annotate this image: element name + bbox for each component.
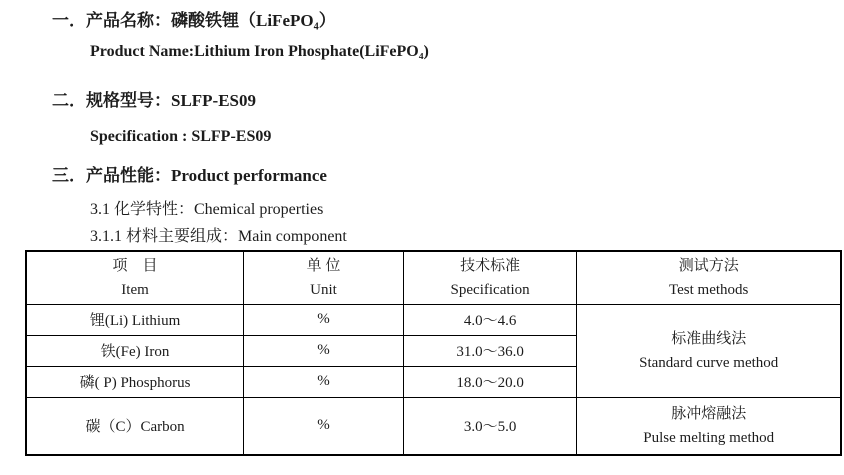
cell-spec-iron: 31.0～36.0 — [403, 335, 577, 366]
header-item-zh: 项 目 — [112, 257, 158, 274]
cell-unit-lithium: % — [244, 304, 404, 335]
header-test-methods-zh: 测试方法 — [678, 257, 739, 274]
subheading-main-component: 3.1.1 材料主要组成：Main component — [90, 228, 347, 245]
method-pulse-melting-en: Pulse melting method — [643, 429, 775, 446]
cell-item-carbon: 碳（C）Carbon — [26, 397, 244, 455]
heading-product-performance: 三．产品性能：Product performance — [52, 166, 327, 185]
header-specification-zh: 技术标准 — [460, 257, 521, 274]
chemical-properties-table — [25, 250, 842, 456]
header-unit-en: Unit — [310, 281, 337, 298]
method-pulse-melting-zh: 脉冲熔融法 — [671, 405, 747, 422]
cell-item-lithium: 锂(Li) Lithium — [26, 304, 244, 335]
cell-spec-lithium: 4.0～4.6 — [403, 304, 577, 335]
table-row-carbon — [26, 397, 841, 455]
subheading-chemical-properties: 3.1 化学特性：Chemical properties — [90, 201, 324, 218]
header-specification-en: Specification — [450, 281, 530, 298]
heading-specification-en: Specification : SLFP-ES09 — [90, 128, 272, 145]
heading-product-name-en: Product Name:Lithium Iron Phosphate(LiFePO₄) — [90, 43, 429, 60]
header-test-methods-en: Test methods — [669, 281, 749, 298]
table-header-row — [26, 251, 841, 304]
cell-spec-carbon: 3.0～5.0 — [403, 397, 577, 455]
cell-unit-phosphorus: % — [244, 366, 404, 397]
cell-unit-carbon: % — [244, 397, 404, 455]
table-row-lithium — [26, 304, 841, 335]
cell-item-iron: 铁(Fe) Iron — [26, 335, 244, 366]
header-test-methods — [577, 251, 841, 304]
cell-method-standard-curve — [577, 304, 841, 397]
header-unit — [244, 251, 404, 304]
cell-method-pulse-melting — [577, 397, 841, 455]
header-unit-zh: 单 位 — [306, 257, 341, 274]
cell-spec-phosphorus: 18.0～20.0 — [403, 366, 577, 397]
header-item-en: Item — [121, 281, 149, 298]
header-item — [26, 251, 244, 304]
header-specification — [403, 251, 577, 304]
method-standard-curve-en: Standard curve method — [639, 354, 779, 371]
method-standard-curve-zh: 标准曲线法 — [671, 330, 747, 347]
cell-item-phosphorus: 磷( P) Phosphorus — [26, 366, 244, 397]
heading-specification-zh: 二．规格型号：SLFP-ES09 — [52, 91, 257, 110]
heading-product-name-zh: 一．产品名称：磷酸铁锂（LiFePO₄） — [52, 11, 336, 30]
cell-unit-iron: % — [244, 335, 404, 366]
